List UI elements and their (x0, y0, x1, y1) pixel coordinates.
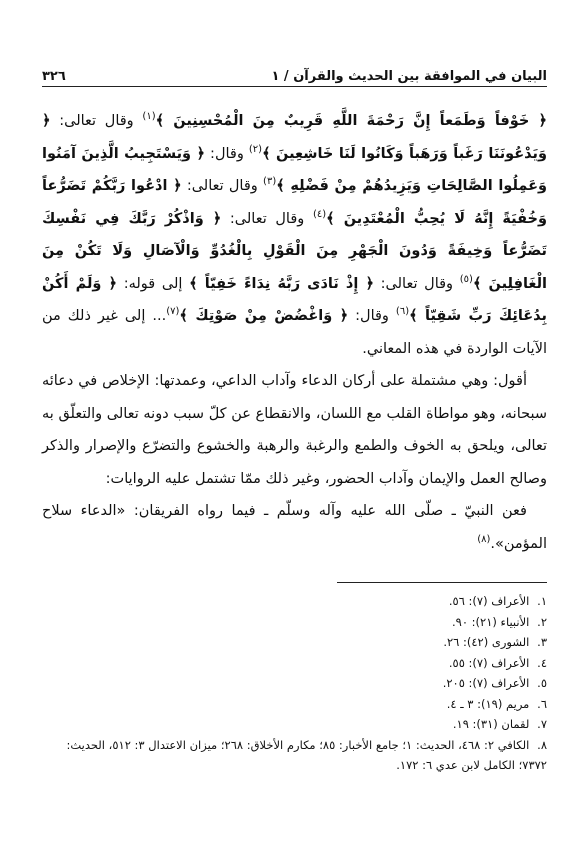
footnote-number: ٢. (537, 614, 547, 629)
footnote-ref-5: (٥) (459, 273, 473, 285)
footnote-text: الشورى (٤٢): ٢٦. (443, 635, 530, 649)
verse-3: ﴿ وَيَسْتَجِيبُ الَّذِينَ آمَنُوا وَعَمِلُوا الصَّالِحَاتِ وَيَزِيدُهُمْ مِنْ فَضْلِهِ ﴾ (42, 145, 547, 194)
paragraph-hadith (42, 495, 547, 560)
footnote-ref-1: (١) (142, 111, 156, 123)
footnote-number: ٦. (537, 696, 547, 711)
text-connector: وقال تعالى: (221, 210, 313, 227)
footnote-ref-4: (٤) (312, 208, 327, 220)
text-connector: ... إلى غير ذلك من الآيات الواردة في هذه المعاني. (42, 308, 547, 357)
footnote-item (42, 714, 547, 735)
footnote-ref-2: (٢) (248, 143, 263, 155)
footnote-ref-7: (٧) (166, 306, 180, 318)
main-text (42, 105, 547, 560)
footnote-text: الأعراف (٧): ٥٦. (448, 594, 530, 608)
footnote-item (42, 653, 547, 674)
footnote-divider (337, 582, 547, 583)
running-header-title: البيان في الموافقة بين الحديث والقرآن / ١ (271, 69, 547, 84)
verse-4: ﴿ ادْعُوا رَبَّكُمْ تَضَرُّعاً وَخُفْيَةً إِنَّهُ لَا يُحِبُّ الْمُعْتَدِينَ ﴾ (42, 178, 547, 227)
text-connector: وقال: (205, 145, 249, 162)
verse-6: ﴿ إِذْ نَادَى رَبَّهُ نِدَاءً خَفِيّاً ﴾ (189, 275, 374, 292)
paragraph-quranic-verses (42, 105, 547, 365)
verse-8: ﴿ وَاغْضُضْ مِنْ صَوْتِكَ ﴾ (179, 308, 349, 324)
footnote-number: ٨. (537, 737, 547, 752)
verse-1: ﴿ خَوْفاً وَطَمَعاً إِنَّ رَحْمَةَ اللَّهِ قَرِيبٌ مِنَ الْمُحْسِنِينَ ﴾ (155, 113, 547, 129)
footnote-item (42, 612, 547, 633)
footnote-item (42, 735, 547, 776)
running-header (42, 60, 547, 87)
footnote-ref-8: (٨) (477, 533, 491, 545)
text-connector: وقال تعالى: (181, 178, 264, 194)
footnote-text: الكافي ٢: ٤٦٨، الحديث: ١؛ جامع الأخبار: ٨٥؛ مكارم الأخلاق: ٢٦٨؛ ميزان الاعتدال ٣: ٥١٢، الحديث: ٧٣٧٢؛ الكامل لابن عدي ٦: ١٧٢. (66, 737, 547, 772)
text-connector: وقال تعالى: (50, 113, 143, 129)
footnote-number: ٣. (537, 635, 547, 649)
footnote-number: ٤. (537, 655, 547, 670)
verse-2: ﴿ وَيَدْعُونَنَا رَغَباً وَرَهَباً وَكَانُوا لَنَا خَاشِعِينَ ﴾ (42, 113, 548, 162)
footnote-ref-3: (٣) (263, 176, 277, 188)
footnote-text: الأنبياء (٢١): ٩٠. (451, 614, 530, 629)
hadith-text: فعن النبيّ ـ صلّى الله عليه وآله وسلّم ـ فيما رواه الفريقان: «الدعاء سلاح المؤمن». (42, 503, 547, 552)
footnote-text: الأعراف (٧): ٥٥. (448, 655, 530, 670)
paragraph-commentary: أقول: وهي مشتملة على أركان الدعاء وآداب الداعي، وعمدتها: الإخلاص في دعائه سبحانه، وهو مواطاة القلب مع اللسان، والانقطاع عن كلّ سبب دونه تعالى والتعلّق به تعالى، ويلحق به الخوف والطمع والرغبة والرهبة والخشوع والتضرّع والإصرار والذكر وصالح العمل والإيمان وآداب الحضور، وغير ذلك ممّا تشتمل عليه الروايات: (42, 373, 547, 487)
footnote-item (42, 673, 547, 694)
footnotes (42, 591, 547, 776)
footnote-number: ٥. (537, 676, 547, 690)
footnote-item (42, 632, 547, 653)
book-page (42, 60, 547, 776)
text-connector: إلى قوله: (117, 275, 190, 292)
footnote-text: مريم (١٩): ٣ ـ ٤. (446, 696, 530, 711)
footnote-text: الأعراف (٧): ٢٠٥. (442, 676, 530, 690)
text-connector: وقال: (348, 308, 396, 324)
verse-5: ﴿ وَاذْكُرْ رَبَّكَ فِي نَفْسِكَ تَضَرُّعاً وَخِيفَةً وَدُونَ الْجَهْرِ مِنَ الْقَوْلِ بِالْغُدُوِّ وَالْآصَالِ وَلَا تَكُنْ مِنَ الْغَافِلِينَ ﴾ (42, 210, 547, 292)
footnote-item (42, 591, 547, 612)
footnote-ref-6: (٦) (395, 306, 410, 318)
footnote-text: لقمان (٣١): ١٩. (452, 717, 530, 731)
footnote-item (42, 694, 547, 715)
verse-7: ﴿ وَلَمْ أَكُنْ بِدُعَائِكَ رَبِّ شَقِيّاً ﴾ (42, 275, 548, 324)
page-number: ٣٢٦ (42, 69, 66, 84)
text-connector: وقال تعالى: (373, 275, 460, 292)
footnote-number: ٧. (537, 717, 547, 731)
footnote-number: ١. (537, 594, 547, 608)
